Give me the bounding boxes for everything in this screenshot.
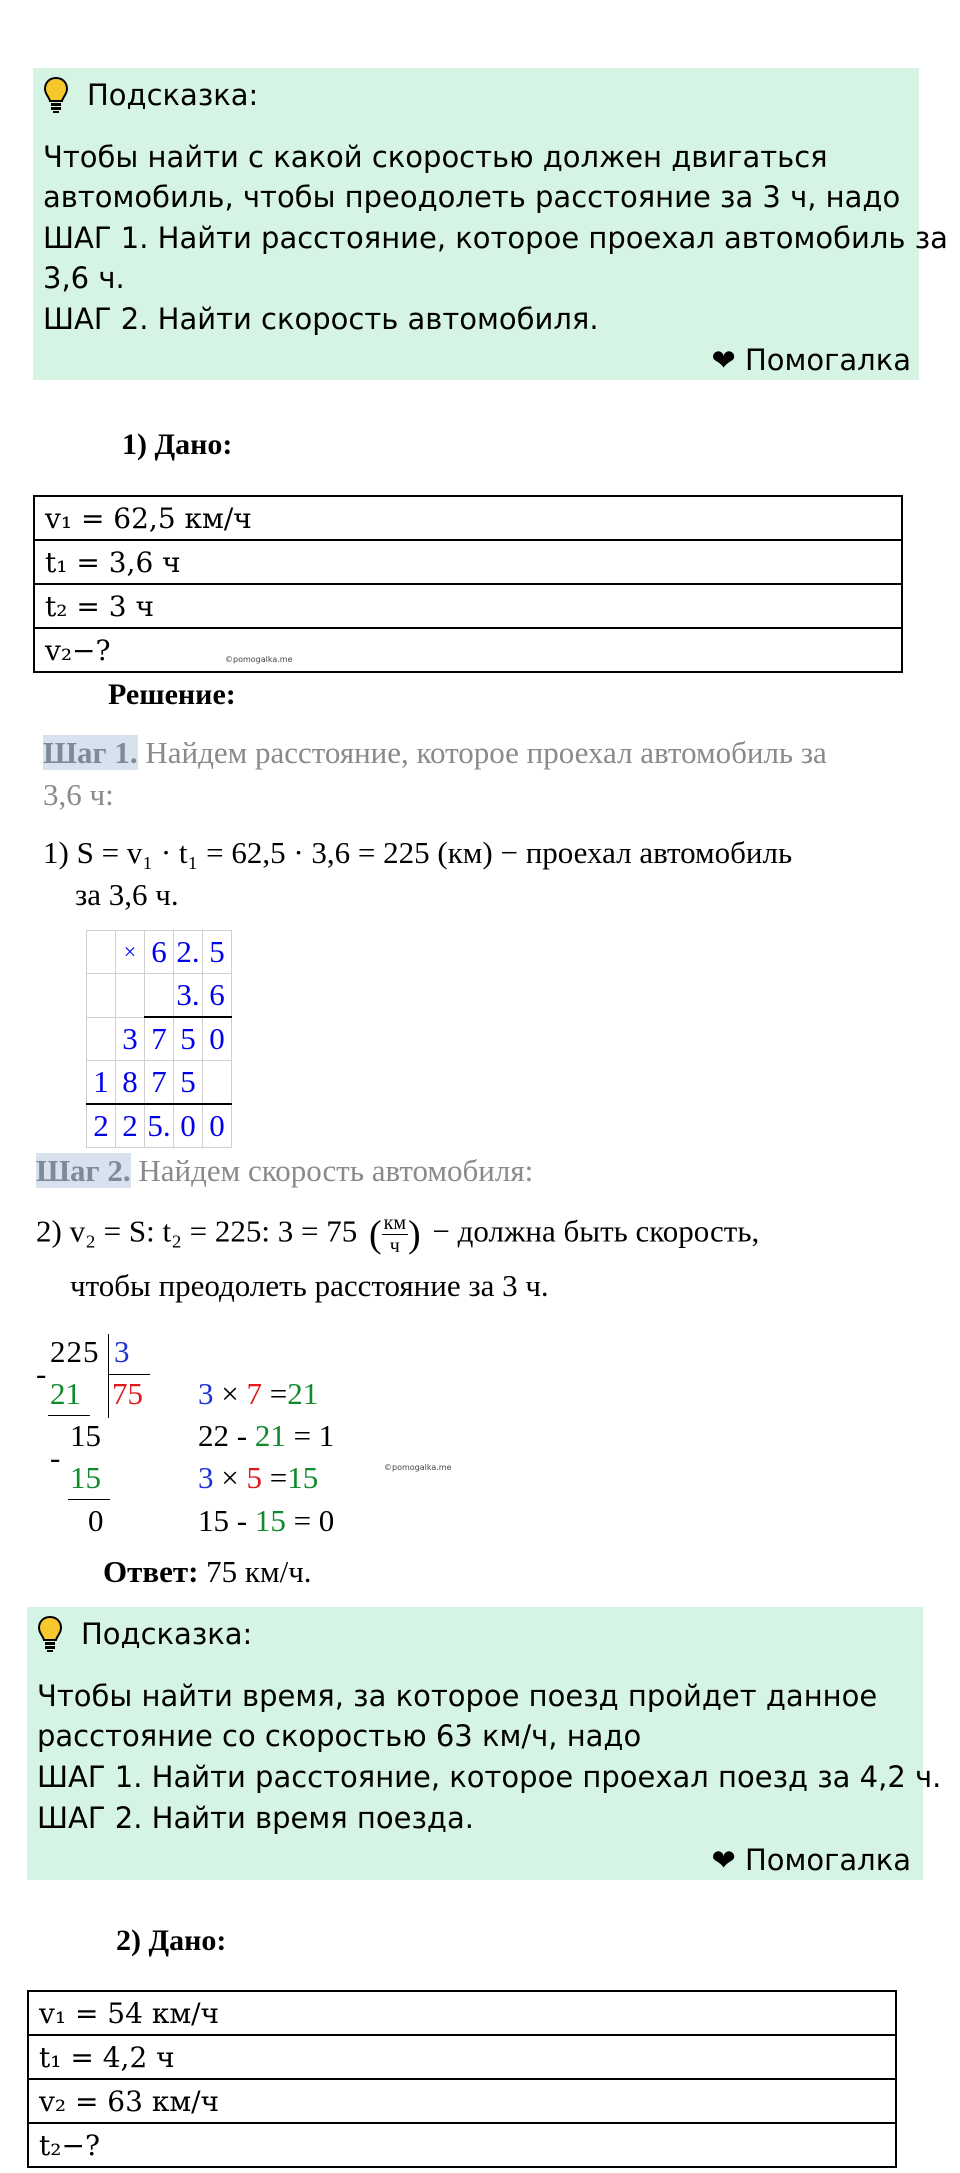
step-label: ШАГ 2.	[37, 1801, 143, 1835]
remainder: 0	[88, 1503, 104, 1538]
step-text: Найти расстояние, которое проехал поезд за 4,2 ч.	[151, 1760, 942, 1794]
given-cell: t₁ = 3,6 ч	[34, 540, 902, 584]
calc-part: 5	[246, 1460, 262, 1495]
table-row	[34, 496, 902, 540]
brand-label	[711, 343, 911, 377]
lightbulb-icon	[43, 76, 69, 114]
digit-cell: 5.	[145, 1104, 174, 1148]
step-text: Найдем скорость автомобиля:	[138, 1153, 534, 1188]
equation-right: − должна быть скорость,	[432, 1213, 760, 1249]
equation-cont: чтобы преодолеть расстояние за 3 ч.	[70, 1268, 549, 1303]
digit-cell: 3.	[174, 974, 203, 1018]
given-cell: v₁ = 62,5 км/ч	[34, 496, 902, 540]
minus-sign: -	[50, 1440, 61, 1475]
digit-cell: 6	[203, 974, 232, 1018]
equation: 1) S = v₁ · t₁ = 62,5 · 3,6 = 225 (км) − проехал автомобиль	[43, 835, 793, 870]
paren-left: (	[368, 1213, 382, 1256]
hint-line	[43, 302, 599, 336]
calc-part: ×	[221, 1376, 239, 1411]
equation	[36, 1212, 759, 1257]
table-row	[28, 1991, 896, 2035]
subtrahend: 21	[50, 1376, 81, 1411]
equation-left: 2) v₂ = S: t₂ = 225: 3 = 75	[36, 1213, 358, 1249]
brand-label	[711, 1843, 911, 1877]
fraction-body	[382, 1212, 408, 1257]
step-line: 3,6 ч:	[43, 777, 114, 812]
calc-part: ×	[221, 1460, 239, 1495]
digit-cell: 5	[174, 1017, 203, 1061]
digit-cell: 1	[87, 1061, 116, 1105]
subtract-line	[48, 1415, 90, 1416]
calc-part: =	[269, 1460, 288, 1495]
answer-label: Ответ:	[103, 1554, 199, 1589]
given-table	[33, 495, 903, 673]
calc-part: =	[269, 1376, 288, 1411]
step-text: Найти расстояние, которое проехал автомобиль за	[157, 221, 948, 255]
division-vline	[108, 1334, 109, 1418]
watermark: ©pomogalka.me	[225, 655, 293, 664]
step-label: Шаг 2.	[36, 1153, 131, 1188]
step-label: Шаг 1.	[43, 735, 138, 770]
side-calc	[198, 1503, 334, 1539]
quotient	[112, 1376, 143, 1412]
table-row	[87, 1017, 232, 1061]
remainder: 15	[70, 1418, 101, 1453]
calc-part: 15	[287, 1460, 319, 1495]
quotient-digit: 7	[112, 1376, 128, 1411]
divisor: 3	[114, 1334, 130, 1369]
fraction	[369, 1212, 421, 1257]
heart-icon: ❤	[711, 343, 736, 377]
digit-cell: 8	[116, 1061, 145, 1105]
hint-line: автомобиль, чтобы преодолеть расстояние за 3 ч, надо	[43, 180, 901, 214]
table-row	[28, 2035, 896, 2079]
hint-title: Подсказка:	[87, 78, 259, 112]
table-row	[87, 1061, 232, 1105]
answer-value: 75 км/ч.	[206, 1554, 312, 1589]
digit-cell: 0	[174, 1104, 203, 1148]
calc-part: 22 -	[198, 1418, 248, 1453]
step-line	[36, 1153, 533, 1189]
digit-cell: 5	[203, 931, 232, 974]
heart-icon: ❤	[711, 1843, 736, 1877]
task-title: 1) Дано:	[122, 428, 233, 461]
given-cell: v₁ = 54 км/ч	[28, 1991, 896, 2035]
calc-part: 15 -	[198, 1503, 248, 1538]
table-row	[34, 540, 902, 584]
calc-part: 15	[254, 1503, 286, 1538]
multiplication-table	[86, 930, 232, 1148]
given-table	[27, 1990, 897, 2168]
calc-part: 21	[254, 1418, 286, 1453]
digit-cell: 2	[87, 1104, 116, 1148]
hint-line	[37, 1801, 474, 1835]
digit-cell: 2.	[174, 931, 203, 974]
side-calc	[198, 1418, 334, 1454]
calc-part: 3	[198, 1460, 214, 1495]
digit-cell: 0	[203, 1104, 232, 1148]
given-cell: v₂ = 63 км/ч	[28, 2079, 896, 2123]
digit-cell	[116, 974, 145, 1018]
table-row	[87, 931, 232, 974]
subtract-line	[68, 1499, 110, 1500]
step-text: Найти время поезда.	[151, 1801, 474, 1835]
solution-title: Решение:	[108, 678, 236, 711]
brand-name: Помогалка	[745, 343, 911, 377]
hint-box-1	[33, 68, 948, 380]
minus-sign: -	[36, 1356, 47, 1391]
digit-cell	[87, 974, 116, 1018]
side-calc	[198, 1460, 318, 1496]
digit-cell	[203, 1061, 232, 1105]
digit-cell: 0	[203, 1017, 232, 1061]
table-row	[34, 584, 902, 628]
division-hline	[108, 1374, 150, 1375]
digit-cell	[87, 1017, 116, 1061]
calc-part: 21	[287, 1376, 319, 1411]
digit-cell: 7	[145, 1061, 174, 1105]
step-text: Найдем расстояние, которое проехал автомобиль за	[145, 735, 827, 770]
calc-part: 3	[198, 1376, 214, 1411]
hint-line: Чтобы найти с какой скоростью должен двигаться	[43, 140, 828, 174]
step-line	[43, 735, 827, 771]
digit-cell: 6	[145, 931, 174, 974]
paren-right: )	[408, 1213, 421, 1256]
given-cell: t₂ = 3 ч	[34, 584, 902, 628]
equation-cont: за 3,6 ч.	[75, 877, 179, 912]
subtrahend: 15	[70, 1460, 101, 1495]
task-title: 2) Дано:	[116, 1924, 227, 1957]
step-label: ШАГ 1.	[37, 1760, 143, 1794]
step-label: ШАГ 1.	[43, 221, 149, 255]
dividend: 225	[50, 1334, 100, 1369]
brand-name: Помогалка	[745, 1843, 911, 1877]
side-calc	[198, 1376, 318, 1412]
digit-cell: 2	[116, 1104, 145, 1148]
hint-line: 3,6 ч.	[43, 261, 125, 295]
table-row	[87, 1104, 232, 1148]
hint-line: Чтобы найти время, за которое поезд пройдет данное	[37, 1679, 878, 1713]
step-label: ШАГ 2.	[43, 302, 149, 336]
fraction-den: ч	[389, 1235, 400, 1257]
digit-cell	[145, 974, 174, 1018]
quotient-digit: 5	[127, 1376, 143, 1411]
hint-line	[43, 221, 948, 255]
digit-cell	[87, 931, 116, 974]
hint-line: расстояние со скоростью 63 км/ч, надо	[37, 1719, 642, 1753]
digit-cell: ×	[116, 931, 145, 974]
digit-cell: 3	[116, 1017, 145, 1061]
table-row	[34, 628, 902, 672]
hint-line	[37, 1760, 941, 1794]
answer	[103, 1554, 312, 1590]
watermark: ©pomogalka.me	[384, 1463, 452, 1472]
hint-title: Подсказка:	[81, 1617, 253, 1651]
calc-part: = 0	[293, 1503, 335, 1538]
fraction-num: км	[383, 1212, 406, 1234]
digit-cell: 5	[174, 1061, 203, 1105]
hint-box-2	[27, 1607, 942, 1880]
calc-part: 7	[246, 1376, 262, 1411]
step-text: Найти скорость автомобиля.	[157, 302, 599, 336]
lightbulb-icon	[37, 1615, 63, 1653]
table-row	[28, 2123, 896, 2167]
calc-part: = 1	[293, 1418, 335, 1453]
digit-cell: 7	[145, 1017, 174, 1061]
table-row	[28, 2079, 896, 2123]
table-row	[87, 974, 232, 1018]
given-cell: t₂−?	[28, 2123, 896, 2167]
given-cell: t₁ = 4,2 ч	[28, 2035, 896, 2079]
given-cell: v₂−?	[34, 628, 902, 672]
